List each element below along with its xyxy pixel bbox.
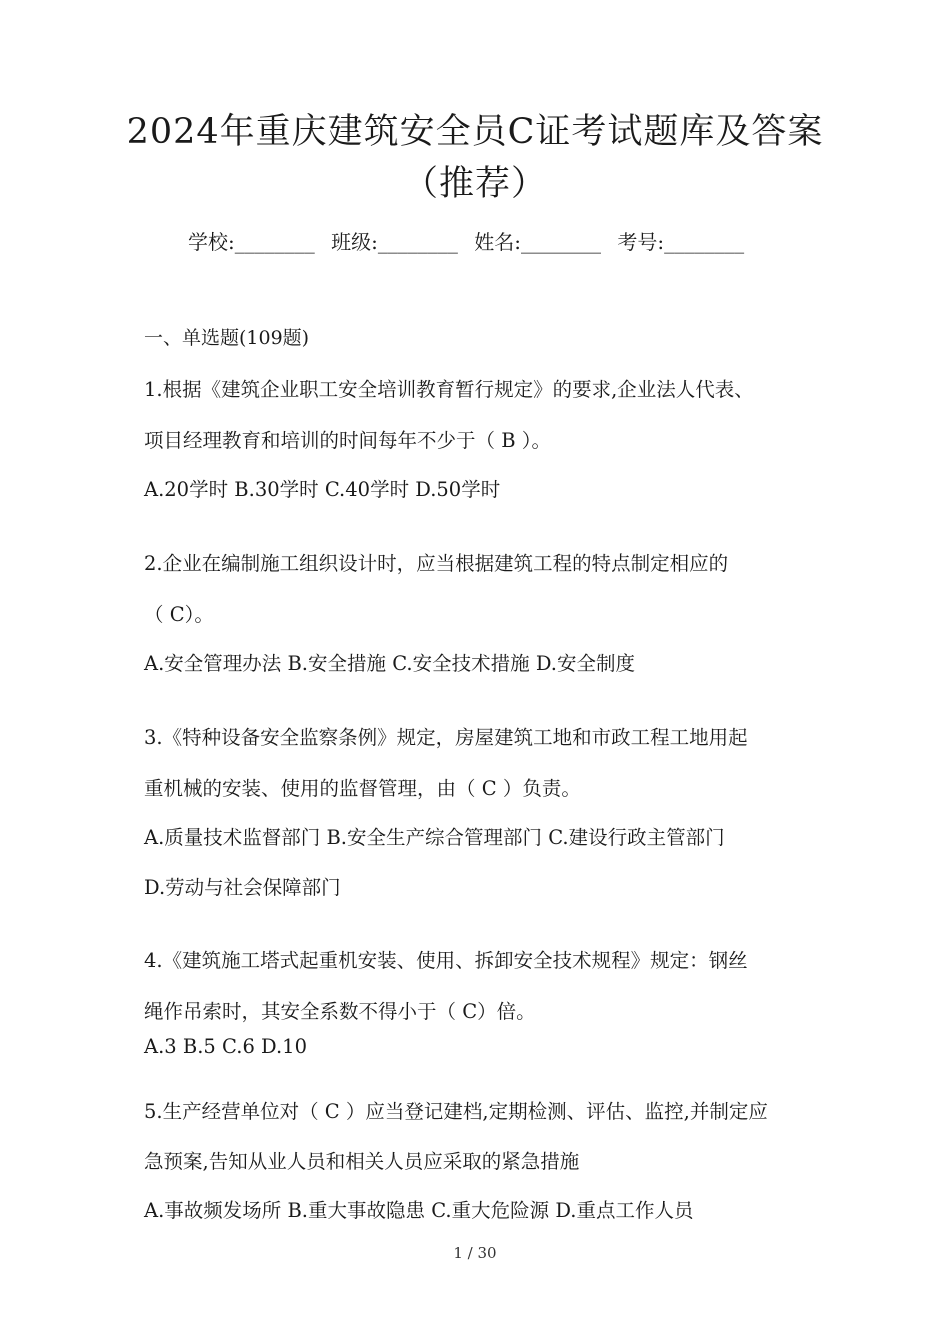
question-2-options: A.安全管理办法 B.安全措施 C.安全技术措施 D.安全制度 [144, 652, 635, 675]
school-field: 学校:________ [188, 230, 315, 254]
question-5-line-1: 5.生产经营单位对（ C ）应当登记建档,定期检测、评估、监控,并制定应 [144, 1100, 768, 1123]
name-field: 姓名:________ [474, 230, 601, 254]
question-3-options-line-1: A.质量技术监督部门 B.安全生产综合管理部门 C.建设行政主管部门 [144, 826, 725, 849]
question-3-options-line-2: D.劳动与社会保障部门 [144, 876, 341, 899]
section-heading: 一、单选题(109题) [144, 327, 310, 349]
question-5-line-2: 急预案,告知从业人员和相关人员应采取的紧急措施 [144, 1150, 580, 1173]
question-4-options: A.3 B.5 C.6 D.10 [144, 1035, 307, 1058]
document-title-line-2: （推荐） [402, 164, 547, 204]
question-3-line-1: 3.《特种设备安全监察条例》规定，房屋建筑工地和市政工程工地用起 [144, 726, 748, 749]
class-field: 班级:________ [331, 230, 458, 254]
page-number: 1 / 30 [453, 1244, 497, 1262]
question-1-line-2: 项目经理教育和培训的时间每年不少于（ B ）。 [144, 429, 551, 452]
question-1-options: A.20学时 B.30学时 C.40学时 D.50学时 [144, 478, 501, 501]
question-1-line-1: 1.根据《建筑企业职工安全培训教育暂行规定》的要求,企业法人代表、 [144, 378, 754, 401]
document-title-line-1: 2024年重庆建筑安全员C证考试题库及答案 [126, 112, 824, 152]
question-5-options: A.事故频发场所 B.重大事故隐患 C.重大危险源 D.重点工作人员 [144, 1199, 694, 1222]
student-info-row [188, 226, 754, 255]
question-3-line-2: 重机械的安装、使用的监督管理，由（ C ）负责。 [144, 777, 581, 800]
question-4-line-1: 4.《建筑施工塔式起重机安装、使用、拆卸安全技术规程》规定：钢丝 [144, 949, 748, 972]
question-2-line-1: 2.企业在编制施工组织设计时，应当根据建筑工程的特点制定相应的 [144, 552, 729, 575]
question-4-line-2: 绳作吊索时，其安全系数不得小于（ C）倍。 [144, 1000, 536, 1023]
question-2-line-2: （ C）。 [144, 603, 214, 626]
exam-number-field: 考号:________ [617, 230, 745, 254]
